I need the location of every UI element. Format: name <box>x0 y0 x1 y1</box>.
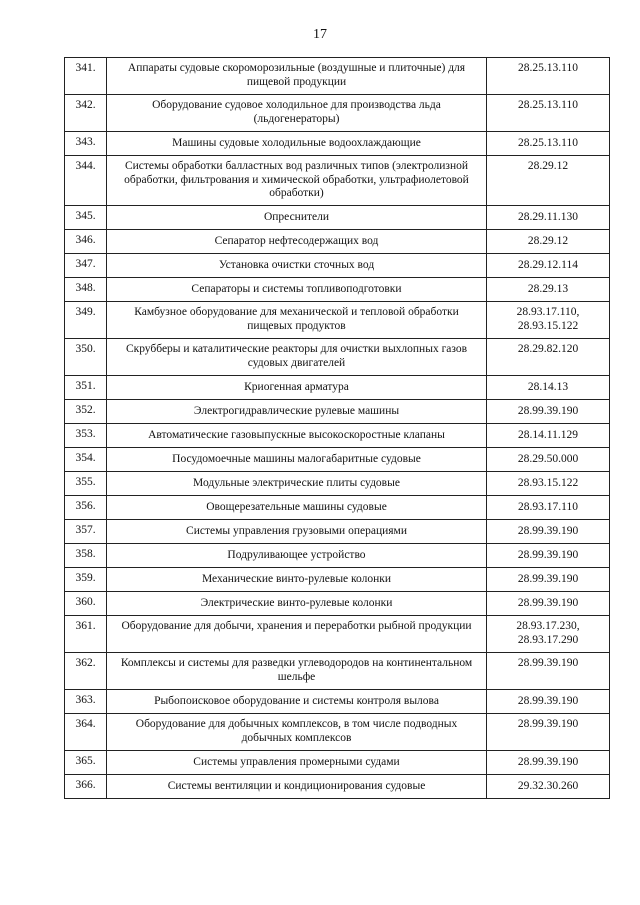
product-name-cell: Рыбопоисковое оборудование и системы контроля вылова <box>107 690 487 714</box>
okpd2-code-cell: 28.99.39.190 <box>487 751 610 775</box>
table-row <box>65 544 610 568</box>
row-number-cell: 357. <box>65 520 107 544</box>
okpd2-code-cell: 28.29.13 <box>487 278 610 302</box>
okpd2-code-cell: 28.93.17.110 <box>487 496 610 520</box>
okpd2-code-cell: 28.25.13.110 <box>487 132 610 156</box>
product-name-cell: Оборудование для добычных комплексов, в том числе подводных добычных комплексов <box>107 714 487 751</box>
product-name-cell: Криогенная арматура <box>107 376 487 400</box>
product-name-cell: Сепаратор нефтесодержащих вод <box>107 230 487 254</box>
row-number-cell: 345. <box>65 206 107 230</box>
table-row <box>65 775 610 799</box>
row-number-cell: 343. <box>65 132 107 156</box>
product-name-cell: Комплексы и системы для разведки углеводородов на континентальном шельфе <box>107 653 487 690</box>
okpd2-code-cell: 28.25.13.110 <box>487 58 610 95</box>
okpd2-code-cell: 28.14.11.129 <box>487 424 610 448</box>
okpd2-code-cell: 28.14.13 <box>487 376 610 400</box>
table-row <box>65 95 610 132</box>
row-number-cell: 366. <box>65 775 107 799</box>
product-name-cell: Опреснители <box>107 206 487 230</box>
okpd2-code-cell: 28.99.39.190 <box>487 690 610 714</box>
table-row <box>65 278 610 302</box>
product-name-cell: Сепараторы и системы топливоподготовки <box>107 278 487 302</box>
okpd2-code-cell: 28.29.82.120 <box>487 339 610 376</box>
table-row <box>65 376 610 400</box>
table-row <box>65 472 610 496</box>
product-name-cell: Системы обработки балластных вод различных типов (электролизной обработки, фильтрования и химической обработки, ультрафиолетовой обработки) <box>107 156 487 206</box>
equipment-table <box>64 57 610 799</box>
table-row <box>65 206 610 230</box>
product-name-cell: Машины судовые холодильные водоохлаждающие <box>107 132 487 156</box>
okpd2-code-cell: 28.99.39.190 <box>487 544 610 568</box>
table-row <box>65 653 610 690</box>
product-name-cell: Автоматические газовыпускные высокоскоростные клапаны <box>107 424 487 448</box>
product-name-cell: Скрубберы и каталитические реакторы для очистки выхлопных газов судовых двигателей <box>107 339 487 376</box>
table-row <box>65 448 610 472</box>
row-number-cell: 359. <box>65 568 107 592</box>
okpd2-code-cell: 28.99.39.190 <box>487 520 610 544</box>
table-row <box>65 132 610 156</box>
product-name-cell: Оборудование для добычи, хранения и переработки рыбной продукции <box>107 616 487 653</box>
row-number-cell: 350. <box>65 339 107 376</box>
product-name-cell: Подруливающее устройство <box>107 544 487 568</box>
row-number-cell: 365. <box>65 751 107 775</box>
okpd2-code-cell: 28.99.39.190 <box>487 400 610 424</box>
table-row <box>65 156 610 206</box>
product-name-cell: Системы управления промерными судами <box>107 751 487 775</box>
row-number-cell: 360. <box>65 592 107 616</box>
table-row <box>65 616 610 653</box>
okpd2-code-cell: 28.29.50.000 <box>487 448 610 472</box>
row-number-cell: 361. <box>65 616 107 653</box>
product-name-cell: Электрогидравлические рулевые машины <box>107 400 487 424</box>
row-number-cell: 341. <box>65 58 107 95</box>
row-number-cell: 354. <box>65 448 107 472</box>
okpd2-code-cell: 28.99.39.190 <box>487 568 610 592</box>
table-row <box>65 58 610 95</box>
row-number-cell: 358. <box>65 544 107 568</box>
row-number-cell: 353. <box>65 424 107 448</box>
row-number-cell: 349. <box>65 302 107 339</box>
okpd2-code-cell: 28.99.39.190 <box>487 653 610 690</box>
product-name-cell: Механические винто-рулевые колонки <box>107 568 487 592</box>
table-row <box>65 254 610 278</box>
row-number-cell: 344. <box>65 156 107 206</box>
table-row <box>65 400 610 424</box>
okpd2-code-cell: 28.29.11.130 <box>487 206 610 230</box>
row-number-cell: 351. <box>65 376 107 400</box>
table-row <box>65 751 610 775</box>
table-row <box>65 592 610 616</box>
product-name-cell: Камбузное оборудование для механической и тепловой обработки пищевых продуктов <box>107 302 487 339</box>
okpd2-code-cell: 28.29.12.114 <box>487 254 610 278</box>
product-name-cell: Оборудование судовое холодильное для производства льда (льдогенераторы) <box>107 95 487 132</box>
table-row <box>65 690 610 714</box>
product-name-cell: Системы управления грузовыми операциями <box>107 520 487 544</box>
table-row <box>65 339 610 376</box>
row-number-cell: 355. <box>65 472 107 496</box>
okpd2-code-cell: 28.93.17.110, 28.93.15.122 <box>487 302 610 339</box>
table-row <box>65 302 610 339</box>
okpd2-code-cell: 28.99.39.190 <box>487 592 610 616</box>
okpd2-code-cell: 28.29.12 <box>487 156 610 206</box>
product-name-cell: Посудомоечные машины малогабаритные судовые <box>107 448 487 472</box>
row-number-cell: 347. <box>65 254 107 278</box>
okpd2-code-cell: 28.93.17.230, 28.93.17.290 <box>487 616 610 653</box>
product-name-cell: Электрические винто-рулевые колонки <box>107 592 487 616</box>
row-number-cell: 362. <box>65 653 107 690</box>
okpd2-code-cell: 28.29.12 <box>487 230 610 254</box>
okpd2-code-cell: 28.93.15.122 <box>487 472 610 496</box>
row-number-cell: 364. <box>65 714 107 751</box>
row-number-cell: 346. <box>65 230 107 254</box>
table-row <box>65 520 610 544</box>
product-name-cell: Модульные электрические плиты судовые <box>107 472 487 496</box>
row-number-cell: 363. <box>65 690 107 714</box>
row-number-cell: 348. <box>65 278 107 302</box>
table-body <box>65 58 610 799</box>
table-row <box>65 424 610 448</box>
table-row <box>65 230 610 254</box>
page-number: 17 <box>313 27 327 42</box>
product-name-cell: Овощерезательные машины судовые <box>107 496 487 520</box>
product-name-cell: Аппараты судовые скороморозильные (воздушные и плиточные) для пищевой продукции <box>107 58 487 95</box>
row-number-cell: 352. <box>65 400 107 424</box>
okpd2-code-cell: 28.25.13.110 <box>487 95 610 132</box>
table-row <box>65 568 610 592</box>
okpd2-code-cell: 28.99.39.190 <box>487 714 610 751</box>
product-name-cell: Установка очистки сточных вод <box>107 254 487 278</box>
row-number-cell: 342. <box>65 95 107 132</box>
row-number-cell: 356. <box>65 496 107 520</box>
okpd2-code-cell: 29.32.30.260 <box>487 775 610 799</box>
table-row <box>65 714 610 751</box>
table-row <box>65 496 610 520</box>
product-name-cell: Системы вентиляции и кондиционирования судовые <box>107 775 487 799</box>
